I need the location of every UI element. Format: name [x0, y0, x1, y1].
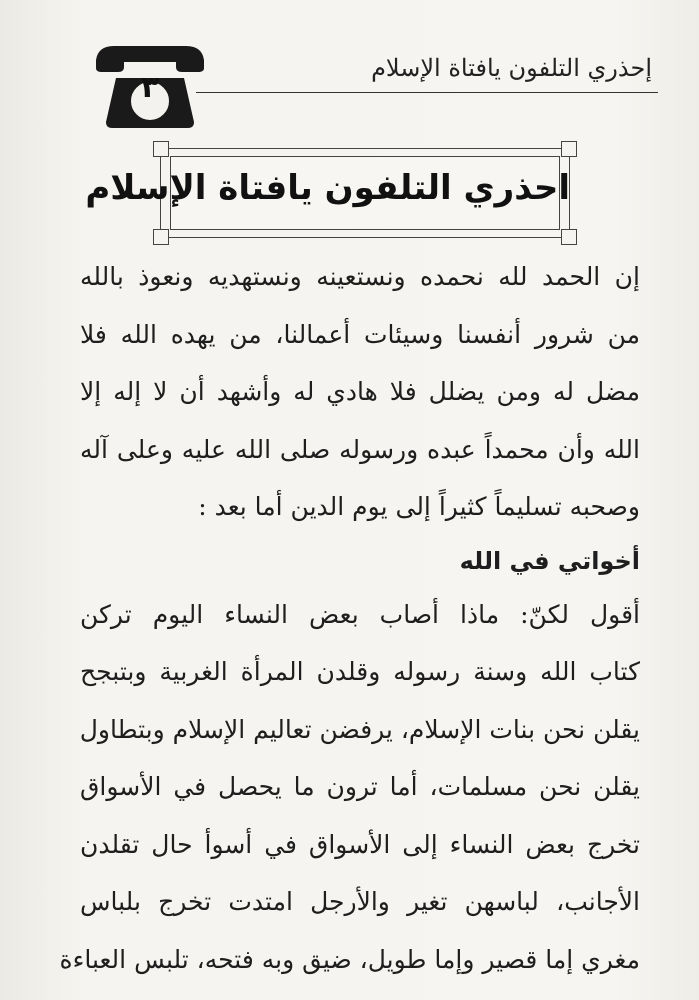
page-number: ٣ [140, 70, 160, 105]
text-line: الأجانب، لباسهن تغير والأرجل امتدت تخرج بلباس [80, 887, 640, 916]
text-line: أقول لكنّ: ماذا أصاب بعض النساء اليوم تركن [80, 599, 640, 629]
text-line: كتاب الله وسنة رسوله وقلدن المرأة الغربية وبتبجح [80, 657, 640, 686]
chapter-title-frame [85, 148, 570, 238]
text-line: من شرور أنفسنا وسيئات أعمالنا، من يهده الله فلا [80, 319, 640, 349]
text-line: يقلن نحن مسلمات، أما ترون ما يحصل في الأسواق [80, 772, 640, 801]
frame-corner-ornament [561, 141, 577, 157]
text-line: الله وأن محمداً عبده ورسوله صلى الله عليه وعلى آله [80, 434, 640, 464]
running-title: إحذري التلفون يافتاة الإسلام [371, 54, 652, 82]
paragraph-1 [80, 248, 640, 536]
text-line: مضل له ومن يضلل فلا هادي له وأشهد أن لا إله إلا [80, 377, 640, 406]
text-line: يقلن نحن بنات الإسلام، يرفضن تعاليم الإسلام وبتطاول [79, 714, 640, 744]
text-line: مغري إما قصير وإما طويل، ضيق وبه فتحه، تلبس العباءة [59, 944, 640, 974]
section-subheading: أخواتي في الله [459, 546, 640, 575]
frame-corner-ornament [153, 229, 169, 245]
text-line: تخرج بعض النساء إلى الأسواق في أسوأ حال تقلدن [80, 829, 640, 859]
header-rule [196, 92, 658, 93]
frame-corner-ornament [153, 141, 169, 157]
frame-corner-ornament [561, 229, 577, 245]
paragraph-2 [59, 586, 640, 989]
text-line: وصحبه تسليماً كثيراً إلى يوم الدين أما بعد : [198, 492, 640, 521]
chapter-title: احذري التلفون يافتاة الإسلام [85, 168, 570, 208]
text-line: إن الحمد لله نحمده ونستعينه ونستهديه ونعوذ بالله [80, 262, 640, 291]
body-text [59, 248, 640, 988]
